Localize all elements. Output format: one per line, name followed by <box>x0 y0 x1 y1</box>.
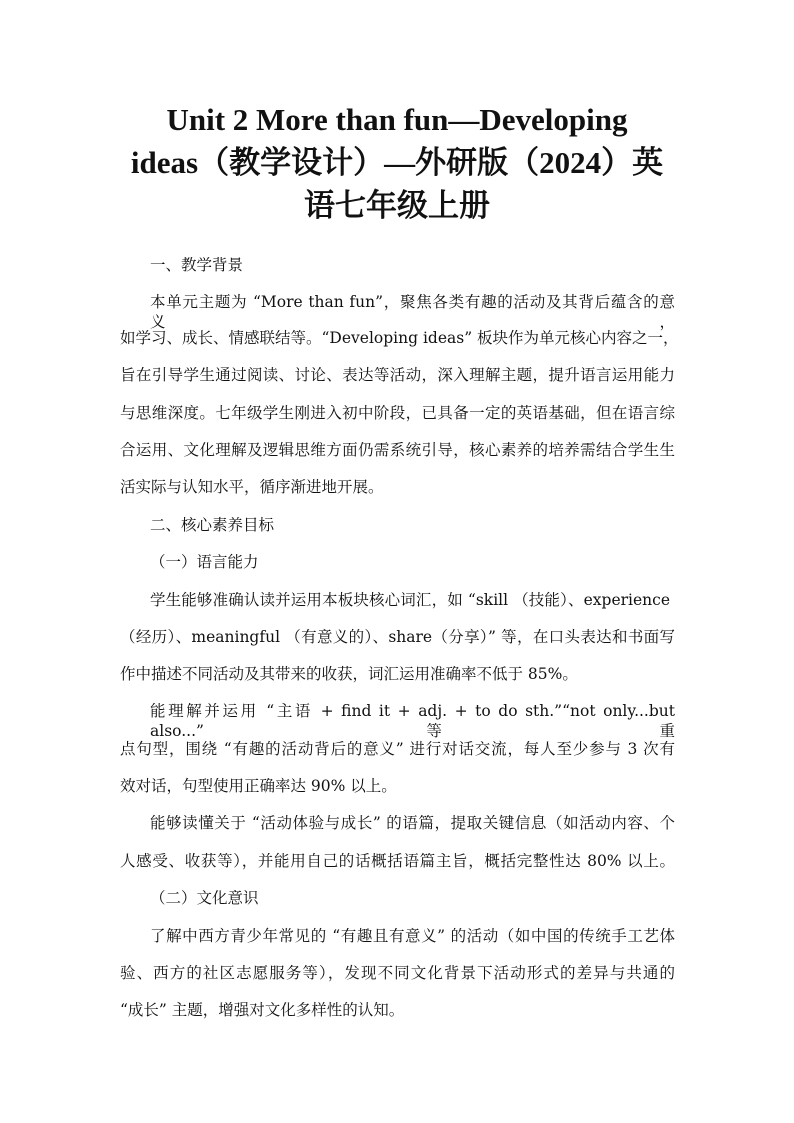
body-line: 人感受、收获等），并能用自己的话概括语篇主旨，概括完整性达 80% 以上。 <box>120 852 675 870</box>
body-line: 能理解并运用 “主语 + find it + adj. + to do sth.”“not only...but also...” 等重 <box>150 702 675 740</box>
body-line: 与思维深度。七年级学生刚进入初中阶段，已具备一定的英语基础，但在语言综 <box>120 404 675 422</box>
document-title <box>100 98 694 227</box>
title-line: Unit 2 More than fun—Developing <box>166 102 628 137</box>
body-line: 活实际与认知水平，循序渐进地开展。 <box>120 478 384 496</box>
body-line: 效对话，句型使用正确率达 90% 以上。 <box>120 777 397 795</box>
subsection-heading: （一）语言能力 <box>150 553 259 571</box>
body-line: 学生能够准确认读并运用本板块核心词汇，如 “skill （技能）、experience <box>150 591 670 609</box>
body-line: 合运用、文化理解及逻辑思维方面仍需系统引导，核心素养的培养需结合学生生 <box>120 441 675 459</box>
body-line: 如学习、成长、情感联结等。“Developing ideas” 板块作为单元核心内容之一， <box>120 329 679 347</box>
title-line: ideas（教学设计）—外研版（2024）英 <box>130 145 664 180</box>
body-line: 能够读懂关于 “活动体验与成长” 的语篇，提取关键信息（如活动内容、个 <box>150 814 675 832</box>
section-heading: 二、核心素养目标 <box>150 516 275 534</box>
body-line: 本单元主题为 “More than fun”，聚焦各类有趣的活动及其背后蕴含的意义， <box>150 293 675 331</box>
body-line: 旨在引导学生通过阅读、讨论、表达等活动，深入理解主题，提升语言运用能力 <box>120 366 675 384</box>
title-line: 语七年级上册 <box>304 188 490 223</box>
body-line: （经历）、meaningful （有意义的）、share（分享）” 等，在口头表达和书面写 <box>120 628 675 646</box>
body-line: 作中描述不同活动及其带来的收获，词汇运用准确率不低于 85%。 <box>120 665 578 683</box>
section-heading: 一、教学背景 <box>150 256 244 274</box>
body-line: 了解中西方青少年常见的 “有趣且有意义” 的活动（如中国的传统手工艺体 <box>150 927 675 945</box>
body-line: 验、西方的社区志愿服务等），发现不同文化背景下活动形式的差异与共通的 <box>120 964 675 982</box>
subsection-heading: （二）文化意识 <box>150 889 259 907</box>
body-line: “成长” 主题，增强对文化多样性的认知。 <box>120 1001 405 1019</box>
body-line: 点句型，围绕 “有趣的活动背后的意义” 进行对话交流，每人至少参与 3 次有 <box>120 740 675 758</box>
